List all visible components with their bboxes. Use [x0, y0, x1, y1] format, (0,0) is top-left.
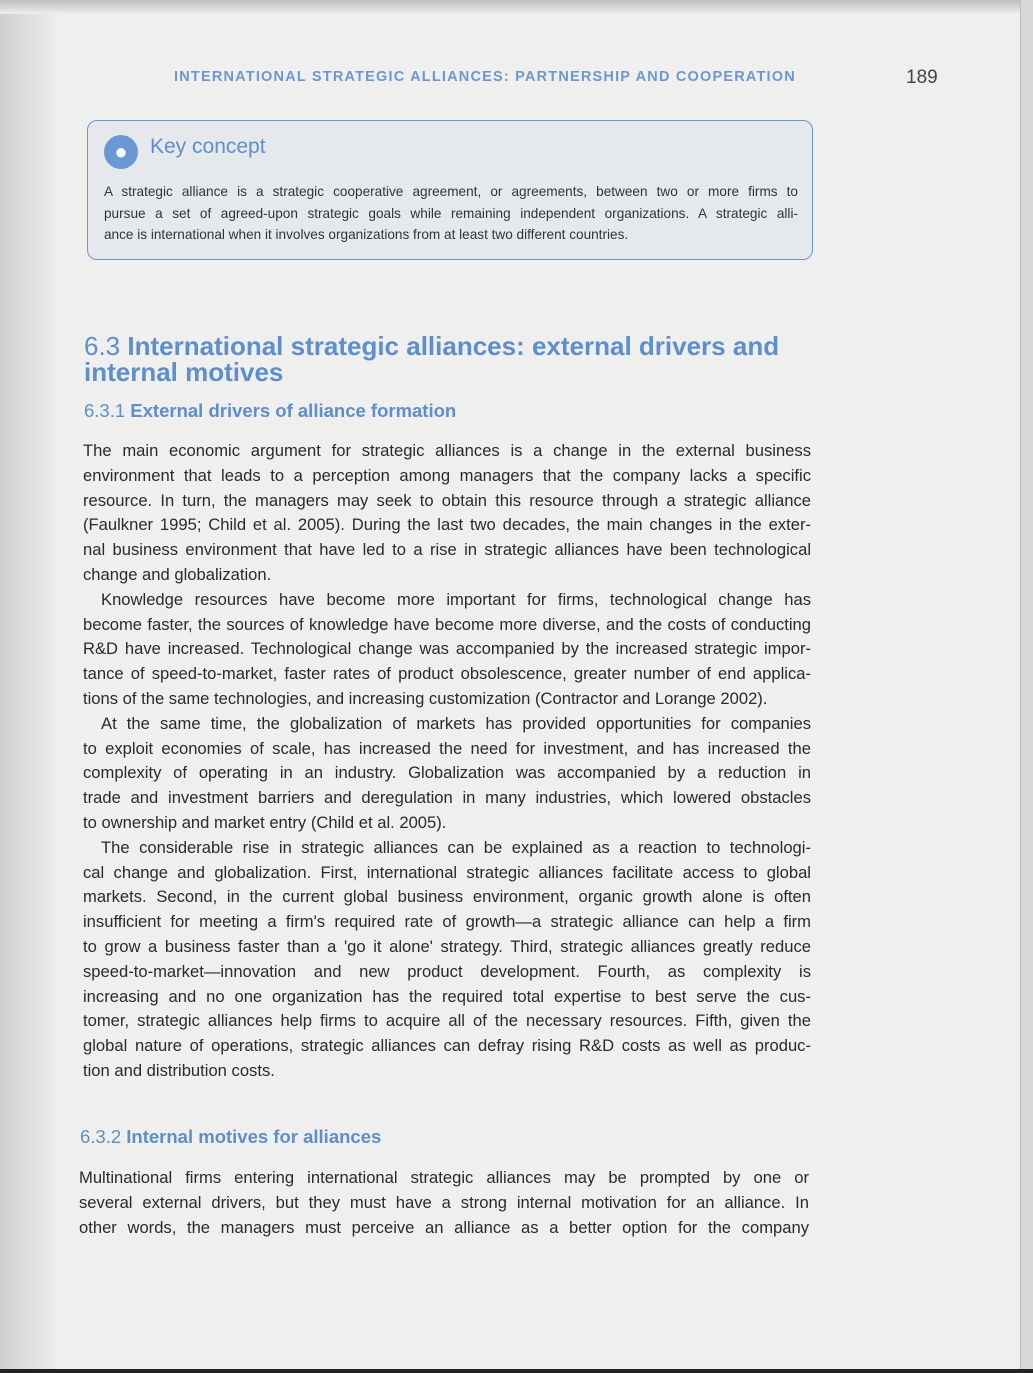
text-line: change and globalization.	[83, 564, 272, 584]
scan-shadow-left	[0, 0, 60, 1373]
subsection-title: External drivers of alliance formation	[130, 400, 457, 421]
text-line: become faster, the sources of knowledge have become more diverse, and the costs of conducting	[83, 614, 811, 634]
scan-shadow-top	[0, 0, 1033, 14]
subsection-title: Internal motives for alliances	[126, 1126, 382, 1147]
key-concept-title: Key concept	[150, 135, 266, 158]
text-line: trade and investment barriers and deregulation in many industries, which lowered obstacles	[83, 788, 811, 808]
paragraph	[83, 439, 811, 588]
text-line: insufficient for meeting a firm's required rate of growth—a strategic alliance can help a firm	[83, 912, 811, 932]
text-line: tomer, strategic alliances help firms to acquire all of the necessary resources. Fifth, given the	[83, 1011, 811, 1031]
body-text-6-3-2	[79, 1166, 809, 1240]
key-concept-text	[104, 181, 798, 246]
subsection-heading-1	[84, 400, 456, 422]
body-text-6-3-1	[83, 439, 811, 1084]
text-line: increasing and no one organization has the required total expertise to best serve the cus-	[83, 986, 811, 1006]
text-line: speed-to-market—innovation and new product development. Fourth, as complexity is	[83, 961, 811, 981]
text-line: A strategic alliance is a strategic cooperative agreement, or agreements, between two or more firms to	[104, 184, 798, 199]
text-line: global nature of operations, strategic alliances can defray rising R&D costs as well as produc-	[83, 1036, 811, 1056]
keyhole-icon: ●	[104, 135, 138, 169]
paragraph	[83, 712, 811, 836]
section-title-line1: International strategic alliances: external drivers and	[127, 331, 780, 361]
text-line: markets. Second, in the current global business environment, organic growth alone is often	[83, 887, 811, 907]
text-line: nal business environment that have led to a rise in strategic alliances have been technological	[83, 540, 811, 560]
text-line: tions of the same technologies, and increasing customization (Contractor and Lorange 2002).	[83, 688, 768, 708]
text-line: to ownership and market entry (Child et al. 2005).	[83, 812, 447, 832]
key-concept-box	[87, 120, 813, 260]
text-line: cal change and globalization. First, international strategic alliances facilitate access to global	[83, 862, 811, 882]
subsection-number: 6.3.1	[84, 400, 126, 421]
text-line: tance of speed-to-market, faster rates of product obsolescence, greater number of end applica-	[83, 664, 811, 684]
text-line: The considerable rise in strategic alliances can be explained as a reaction to technologi-	[101, 837, 811, 857]
text-line: At the same time, the globalization of markets has provided opportunities for companies	[101, 713, 811, 733]
paragraph	[83, 836, 811, 1084]
text-line: pursue a set of agreed-upon strategic goals while remaining independent organizations. A strategic alli-	[104, 205, 798, 221]
subsection-heading-2	[80, 1126, 381, 1148]
text-line: Multinational firms entering international strategic alliances may be prompted by one or	[79, 1168, 809, 1187]
section-title-line2: internal motives	[84, 357, 284, 387]
section-number: 6.3	[84, 331, 121, 361]
text-line: to exploit economies of scale, has increased the need for investment, and has increased the	[83, 738, 811, 758]
text-line: to grow a business faster than a 'go it alone' strategy. Third, strategic alliances greatly reduce	[83, 936, 811, 956]
section-heading	[84, 333, 804, 385]
page-number: 189	[906, 67, 938, 88]
text-line: Knowledge resources have become more important for firms, technological change has	[101, 589, 811, 609]
text-line: complexity of operating in an industry. Globalization was accompanied by a reduction in	[83, 763, 811, 783]
text-line: The main economic argument for strategic alliances is a change in the external business	[83, 441, 811, 460]
text-line: tion and distribution costs.	[83, 1060, 275, 1080]
text-line: R&D have increased. Technological change was accompanied by the increased strategic impor-	[83, 639, 811, 659]
text-line: ance is international when it involves organizations from at least two different countries.	[104, 227, 629, 242]
text-line: several external drivers, but they must have a strong internal motivation for an alliance. In	[79, 1192, 809, 1212]
running-header: INTERNATIONAL STRATEGIC ALLIANCES: PARTNERSHIP AND COOPERATION	[174, 69, 796, 85]
text-line: resource. In turn, the managers may seek to obtain this resource through a strategic alliance	[83, 490, 811, 510]
text-line: (Faulkner 1995; Child et al. 2005). During the last two decades, the main changes in the exter-	[83, 515, 811, 535]
text-line: environment that leads to a perception among managers that the company lacks a specific	[83, 465, 811, 485]
subsection-number: 6.3.2	[80, 1126, 122, 1147]
scan-edge-bottom	[0, 1369, 1033, 1373]
text-line: other words, the managers must perceive an alliance as a better option for the company	[79, 1217, 809, 1237]
paragraph	[83, 588, 811, 712]
page-edge	[1020, 0, 1033, 1373]
